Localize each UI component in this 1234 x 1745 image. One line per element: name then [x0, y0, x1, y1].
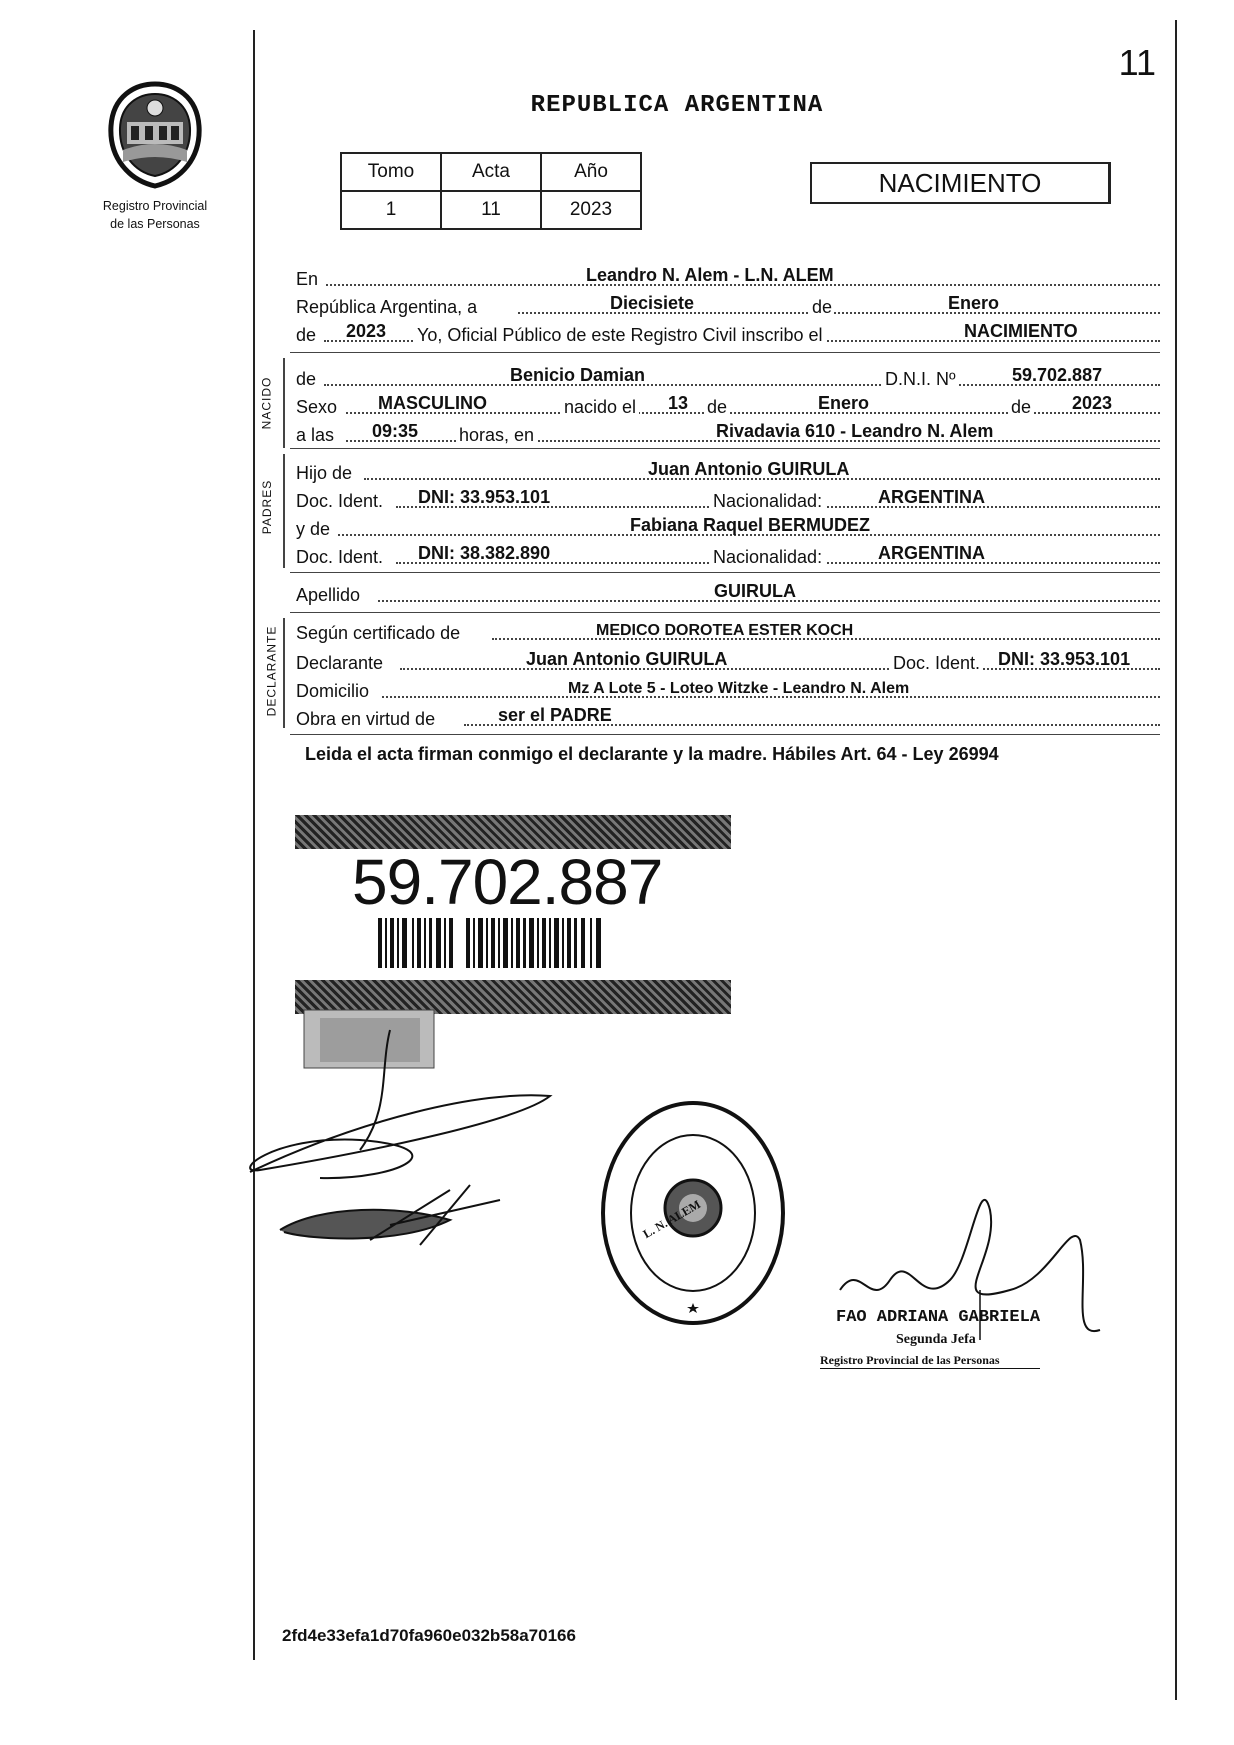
label-nacido-el: nacido el — [561, 397, 639, 418]
value-padre-doc: DNI: 33.953.101 — [418, 487, 551, 507]
row-obra — [296, 704, 1160, 728]
value-madre: Fabiana Raquel BERMUDEZ — [630, 515, 871, 535]
label-republica: República Argentina, a — [296, 297, 478, 317]
province-logo — [95, 80, 215, 231]
section-label-nacido: NACIDO — [259, 376, 274, 430]
row-fecha — [296, 292, 1160, 316]
label-a-las: a las — [296, 425, 335, 445]
value-hora: 09:35 — [372, 421, 419, 441]
value-mes-nac: Enero — [818, 393, 870, 413]
row-padre — [296, 458, 1160, 482]
label-de-anio: de — [1008, 397, 1034, 418]
label-horas-en: horas, en — [456, 425, 537, 446]
label-de: de — [812, 297, 833, 317]
label-doc-ident-madre: Doc. Ident. — [296, 547, 384, 567]
label-nacionalidad-madre: Nacionalidad: — [710, 547, 825, 568]
value-acto: NACIMIENTO — [964, 321, 1078, 341]
value-dni: 59.702.887 — [1012, 365, 1103, 385]
left-margin-line — [253, 30, 255, 1660]
value-padre-nac: ARGENTINA — [878, 487, 985, 507]
row-acto — [296, 320, 1160, 344]
value-anio-nac: 2023 — [1072, 393, 1113, 413]
label-doc-ident-padre: Doc. Ident. — [296, 491, 384, 511]
label-nacionalidad-padre: Nacionalidad: — [710, 491, 825, 512]
label-oficial: Yo, Oficial Público de este Registro Civil inscribo el — [414, 325, 826, 346]
value-madre-doc: DNI: 38.382.890 — [418, 543, 551, 563]
official-office: Registro Provincial de las Personas — [820, 1353, 1040, 1369]
registry-table — [340, 152, 642, 230]
table-header: Acta — [441, 153, 541, 191]
logo-caption-line2: de las Personas — [110, 217, 200, 231]
value-padre: Juan Antonio GUIRULA — [648, 459, 850, 479]
row-madre-doc — [296, 542, 1160, 566]
value-dia: Diecisiete — [610, 293, 695, 313]
label-declarante: Declarante — [296, 653, 384, 673]
table-cell: 2023 — [541, 191, 641, 229]
label-apellido: Apellido — [296, 585, 361, 605]
legal-note: Leida el acta firman conmigo el declarante y la madre. Hábiles Art. 64 - Ley 26994 — [305, 744, 999, 764]
label-de-mes: de — [704, 397, 730, 418]
row-hora — [296, 420, 1160, 444]
value-sexo: MASCULINO — [378, 393, 487, 413]
label-doc-ident-declarante: Doc. Ident. — [890, 653, 983, 674]
value-domicilio: Mz A Lote 5 - Loteo Witzke - Leandro N. Alem — [568, 680, 910, 697]
security-strip-top — [295, 815, 731, 849]
value-apellido: GUIRULA — [714, 581, 796, 601]
stamp-center-text: L. N. ALEM — [640, 1197, 703, 1242]
value-lugar-nac: Rivadavia 610 - Leandro N. Alem — [716, 421, 994, 441]
row-madre — [296, 514, 1160, 538]
label-de-year: de — [296, 325, 317, 345]
official-role: Segunda Jefa — [896, 1332, 976, 1347]
row-lugar — [296, 264, 1160, 288]
row-declarante — [296, 648, 1160, 672]
document-title: REPUBLICA ARGENTINA — [530, 92, 824, 119]
label-segun: Según certificado de — [296, 623, 461, 643]
row-apellido — [296, 580, 1160, 604]
label-obra: Obra en virtud de — [296, 709, 436, 729]
label-dni: D.N.I. Nº — [882, 369, 959, 390]
label-de-nombre: de — [296, 369, 317, 389]
table-cell: 1 — [341, 191, 441, 229]
value-dia-nac: 13 — [668, 393, 689, 413]
label-y-de: y de — [296, 519, 331, 539]
table-header: Año — [541, 153, 641, 191]
document-hash: 2fd4e33efa1d70fa960e032b58a70166 — [282, 1626, 576, 1645]
value-certificado: MEDICO DOROTEA ESTER KOCH — [596, 622, 854, 639]
row-padre-doc — [296, 486, 1160, 510]
barcode-icon — [378, 918, 618, 968]
value-declarante-doc: DNI: 33.953.101 — [998, 649, 1131, 669]
row-certificado — [296, 618, 1160, 642]
table-header: Tomo — [341, 153, 441, 191]
record-type-box: NACIMIENTO — [810, 162, 1111, 204]
row-sexo — [296, 392, 1160, 416]
table-cell: 11 — [441, 191, 541, 229]
label-domicilio: Domicilio — [296, 681, 370, 701]
value-lugar: Leandro N. Alem - L.N. ALEM — [586, 265, 834, 285]
row-domicilio — [296, 676, 1160, 700]
value-nombre: Benicio Damian — [510, 365, 646, 385]
value-anio: 2023 — [346, 321, 387, 341]
value-declarante: Juan Antonio GUIRULA — [526, 649, 728, 669]
value-obra: ser el PADRE — [498, 705, 612, 725]
dni-print: 59.702.887 — [352, 846, 663, 918]
label-en: En — [296, 269, 319, 289]
row-nombre — [296, 364, 1160, 388]
page-number: 11 — [1118, 42, 1156, 83]
misiones-seal-icon — [105, 80, 205, 190]
label-hijo-de: Hijo de — [296, 463, 353, 483]
section-label-padres: PADRES — [260, 479, 275, 535]
value-mes: Enero — [948, 293, 1000, 313]
official-name: FAO ADRIANA GABRIELA — [836, 1308, 1041, 1327]
right-margin-line — [1175, 20, 1177, 1700]
value-madre-nac: ARGENTINA — [878, 543, 985, 563]
section-label-declarante: DECLARANTE — [264, 625, 279, 717]
label-sexo: Sexo — [296, 397, 338, 417]
logo-caption-line1: Registro Provincial — [102, 199, 208, 213]
